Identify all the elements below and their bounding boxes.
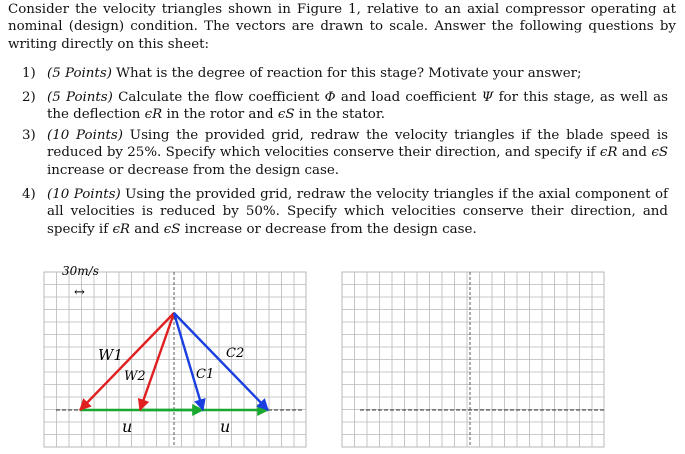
intro-paragraph: Consider the velocity triangles shown in Figure 1, relative to an axial compressor operating at nominal (design) condition. The vectors are drawn to scale. Answer the following questions by writing directly on this sheet: xyxy=(8,2,676,52)
question-number: 3) xyxy=(22,128,36,143)
epsilon-r-symbol: ϵR xyxy=(599,145,618,161)
question-text: Calculate the flow coefficient xyxy=(112,90,325,105)
question-points: (5 Points) xyxy=(47,66,112,81)
question-text: Using the provided grid, redraw the velocity triangles if the blade speed is reduced by 25%. Specify which velocities conserve their direction, and specify if xyxy=(47,128,669,161)
question-text: Using the provided grid, redraw the velocity triangles if the axial component of all velocities is reduced by 50%. Specify which velocities conserve their direction, and specify if xyxy=(47,187,668,237)
phi-symbol: Φ xyxy=(324,90,336,105)
question-text: in the rotor and xyxy=(162,107,278,123)
epsilon-r-symbol: ϵR xyxy=(144,107,163,123)
w1-label: W1 xyxy=(98,346,123,364)
scale-arrow-icon: ↔ xyxy=(74,285,85,300)
question-text: What is the degree of reaction for this stage? Motivate your answer; xyxy=(111,66,582,81)
u-label-right: u xyxy=(220,417,231,436)
epsilon-s-symbol: ϵS xyxy=(651,145,669,161)
scale-label: 30m/s xyxy=(62,264,99,278)
question-text: increase or decrease from the design case. xyxy=(180,221,477,237)
epsilon-s-symbol: ϵS xyxy=(277,107,295,123)
c1-label: C1 xyxy=(196,367,215,382)
u-label-left: u xyxy=(122,417,133,436)
question-points: (10 Points) xyxy=(47,128,123,143)
question-text: and xyxy=(617,145,652,161)
epsilon-s-symbol: ϵS xyxy=(163,221,181,237)
question-number: 2) xyxy=(22,90,36,105)
c2-label: C2 xyxy=(226,346,245,361)
epsilon-r-symbol: ϵR xyxy=(112,221,131,237)
grid-right-empty xyxy=(342,272,604,447)
question-text: and xyxy=(130,221,164,237)
question-text: for this stage, as well as the deflection xyxy=(47,90,668,123)
question-text: increase or decrease from the design case. xyxy=(47,162,340,178)
question-points: (5 Points) xyxy=(47,90,113,105)
question-number: 4) xyxy=(22,187,36,202)
question-points: (10 Points) xyxy=(47,187,121,202)
question-text: and load coefficient xyxy=(335,90,482,105)
w2-label: W2 xyxy=(124,369,146,384)
question-text: in the stator. xyxy=(294,107,386,123)
question-number: 1) xyxy=(22,66,36,81)
psi-symbol: Ψ xyxy=(481,90,494,105)
